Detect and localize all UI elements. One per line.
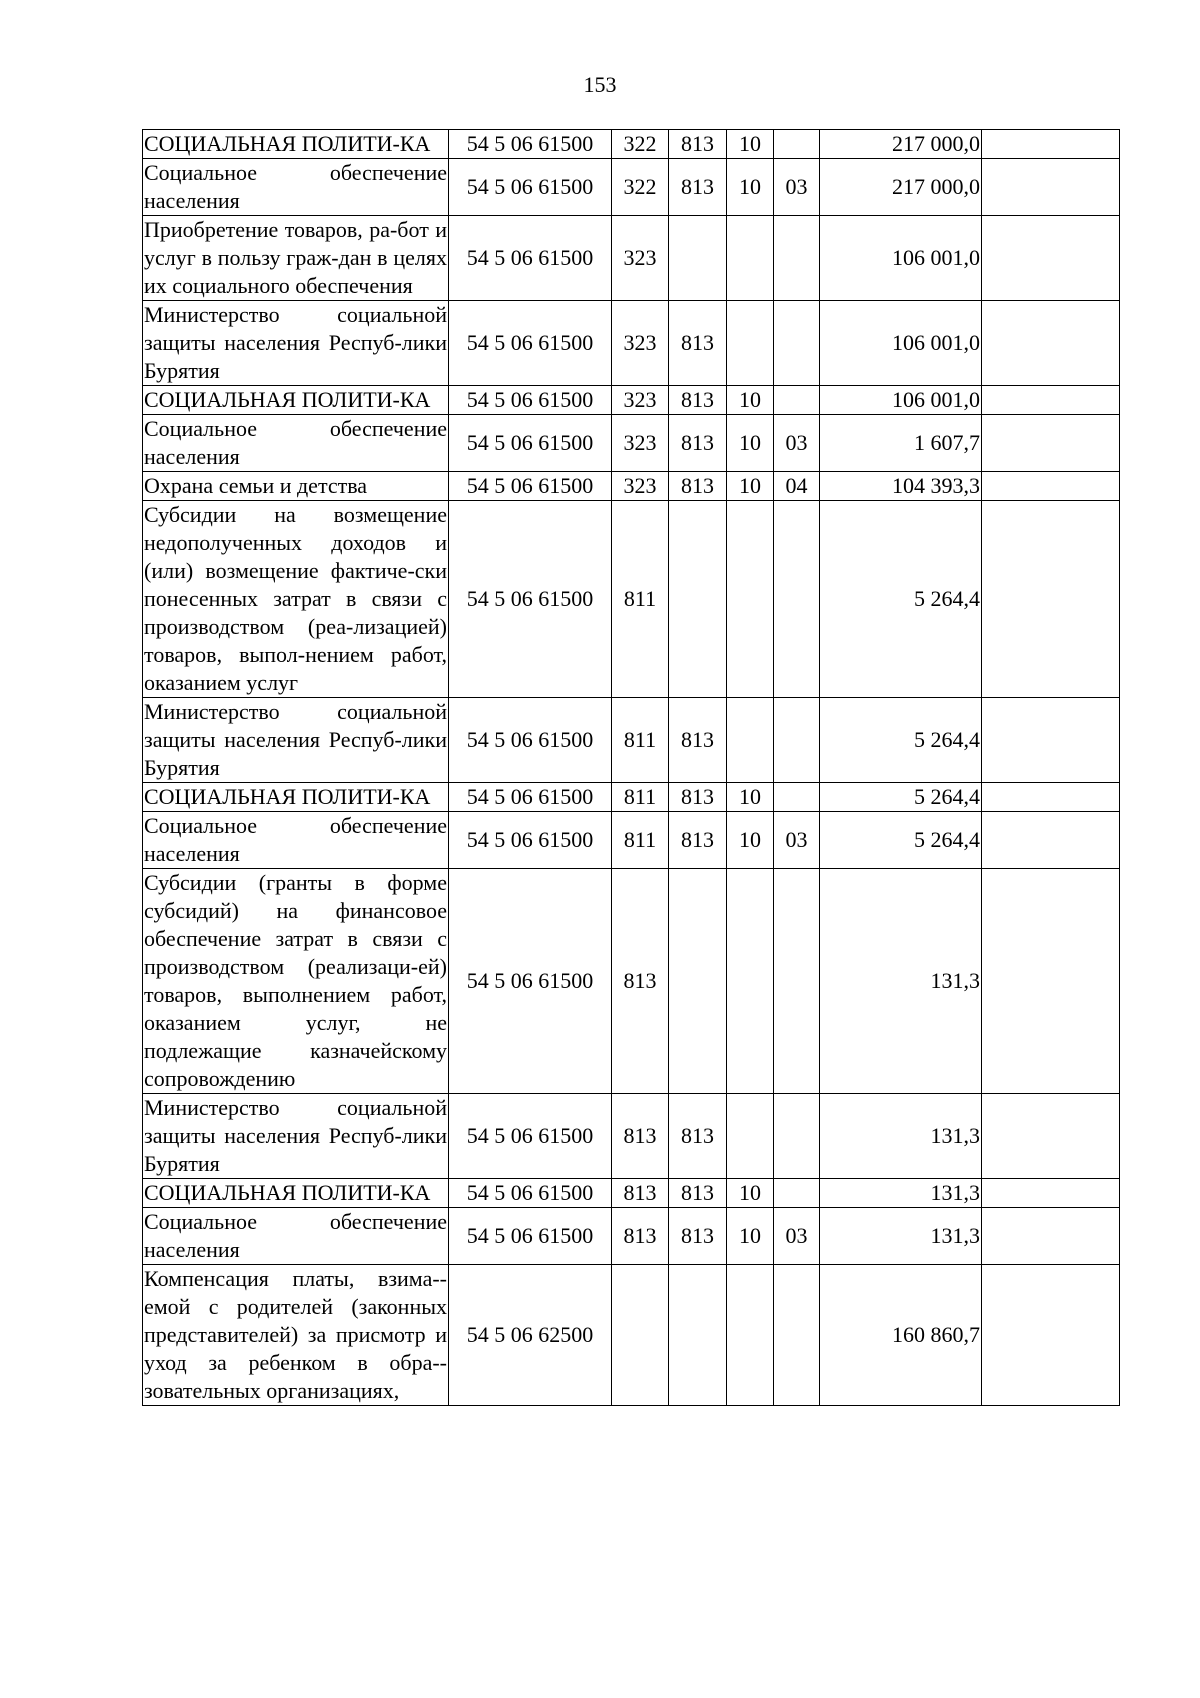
target-code-cell: 54 5 06 61500 [449, 130, 612, 159]
row-name-cell: Охрана семьи и детства [143, 472, 449, 501]
amount-cell: 1 607,7 [820, 415, 982, 472]
ministry-code-cell: 813 [669, 159, 727, 216]
extra-amount-cell [982, 501, 1120, 698]
ministry-code-cell: 813 [669, 1179, 727, 1208]
amount-cell: 160 860,7 [820, 1265, 982, 1406]
table-row [143, 386, 1120, 415]
row-name-cell: Социальное обеспечение населения [143, 1208, 449, 1265]
section-code-cell: 10 [727, 130, 774, 159]
expense-type-cell: 813 [612, 1094, 669, 1179]
target-code-cell: 54 5 06 61500 [449, 501, 612, 698]
expense-type-cell: 811 [612, 783, 669, 812]
ministry-code-cell [669, 216, 727, 301]
target-code-cell: 54 5 06 61500 [449, 386, 612, 415]
expense-type-cell: 323 [612, 415, 669, 472]
target-code-cell: 54 5 06 61500 [449, 216, 612, 301]
extra-amount-cell [982, 472, 1120, 501]
subsection-code-cell: 03 [774, 415, 820, 472]
amount-cell: 5 264,4 [820, 698, 982, 783]
section-code-cell: 10 [727, 415, 774, 472]
row-name-cell: Социальное обеспечение населения [143, 812, 449, 869]
subsection-code-cell [774, 1179, 820, 1208]
subsection-code-cell [774, 1094, 820, 1179]
target-code-cell: 54 5 06 61500 [449, 783, 612, 812]
amount-cell: 5 264,4 [820, 783, 982, 812]
table-row [143, 301, 1120, 386]
section-code-cell: 10 [727, 812, 774, 869]
extra-amount-cell [982, 783, 1120, 812]
expense-type-cell: 811 [612, 812, 669, 869]
amount-cell: 5 264,4 [820, 501, 982, 698]
subsection-code-cell: 03 [774, 812, 820, 869]
table-row [143, 1265, 1120, 1406]
extra-amount-cell [982, 1179, 1120, 1208]
subsection-code-cell: 03 [774, 1208, 820, 1265]
subsection-code-cell [774, 130, 820, 159]
target-code-cell: 54 5 06 61500 [449, 698, 612, 783]
ministry-code-cell: 813 [669, 812, 727, 869]
section-code-cell: 10 [727, 472, 774, 501]
ministry-code-cell: 813 [669, 1208, 727, 1265]
subsection-code-cell [774, 216, 820, 301]
extra-amount-cell [982, 301, 1120, 386]
table-row [143, 869, 1120, 1094]
section-code-cell [727, 698, 774, 783]
section-code-cell [727, 216, 774, 301]
subsection-code-cell [774, 783, 820, 812]
subsection-code-cell: 04 [774, 472, 820, 501]
row-name-cell: СОЦИАЛЬНАЯ ПОЛИТИ-КА [143, 1179, 449, 1208]
target-code-cell: 54 5 06 61500 [449, 472, 612, 501]
amount-cell: 106 001,0 [820, 301, 982, 386]
subsection-code-cell [774, 698, 820, 783]
budget-table-body [143, 130, 1120, 1406]
section-code-cell: 10 [727, 1208, 774, 1265]
amount-cell: 131,3 [820, 869, 982, 1094]
amount-cell: 217 000,0 [820, 159, 982, 216]
extra-amount-cell [982, 1265, 1120, 1406]
amount-cell: 5 264,4 [820, 812, 982, 869]
ministry-code-cell: 813 [669, 472, 727, 501]
table-row [143, 783, 1120, 812]
expense-type-cell: 813 [612, 1179, 669, 1208]
ministry-code-cell: 813 [669, 386, 727, 415]
ministry-code-cell: 813 [669, 1094, 727, 1179]
subsection-code-cell [774, 501, 820, 698]
table-row [143, 698, 1120, 783]
expense-type-cell: 811 [612, 698, 669, 783]
table-row [143, 812, 1120, 869]
target-code-cell: 54 5 06 61500 [449, 1094, 612, 1179]
extra-amount-cell [982, 216, 1120, 301]
subsection-code-cell: 03 [774, 159, 820, 216]
section-code-cell [727, 301, 774, 386]
row-name-cell: Субсидии (гранты в форме субсидий) на финансовое обеспечение затрат в связи с производством (реализаци-ей) товаров, выполнением работ, оказанием услуг, не подлежащие казначейскому сопровождению [143, 869, 449, 1094]
section-code-cell [727, 1265, 774, 1406]
expense-type-cell: 323 [612, 216, 669, 301]
row-name-cell: Социальное обеспечение населения [143, 415, 449, 472]
ministry-code-cell: 813 [669, 698, 727, 783]
expense-type-cell: 323 [612, 301, 669, 386]
extra-amount-cell [982, 1208, 1120, 1265]
amount-cell: 106 001,0 [820, 386, 982, 415]
amount-cell: 131,3 [820, 1094, 982, 1179]
section-code-cell [727, 501, 774, 698]
table-row [143, 1208, 1120, 1265]
table-row [143, 130, 1120, 159]
extra-amount-cell [982, 415, 1120, 472]
ministry-code-cell: 813 [669, 415, 727, 472]
subsection-code-cell [774, 1265, 820, 1406]
ministry-code-cell [669, 501, 727, 698]
table-row [143, 216, 1120, 301]
extra-amount-cell [982, 159, 1120, 216]
extra-amount-cell [982, 869, 1120, 1094]
row-name-cell: Министерство социальной защиты населения Респуб-лики Бурятия [143, 698, 449, 783]
table-row [143, 159, 1120, 216]
section-code-cell: 10 [727, 1179, 774, 1208]
expense-type-cell [612, 1265, 669, 1406]
row-name-cell: Министерство социальной защиты населения Респуб-лики Бурятия [143, 1094, 449, 1179]
extra-amount-cell [982, 698, 1120, 783]
amount-cell: 131,3 [820, 1208, 982, 1265]
amount-cell: 131,3 [820, 1179, 982, 1208]
ministry-code-cell [669, 869, 727, 1094]
target-code-cell: 54 5 06 61500 [449, 159, 612, 216]
section-code-cell [727, 869, 774, 1094]
section-code-cell: 10 [727, 783, 774, 812]
target-code-cell: 54 5 06 61500 [449, 1179, 612, 1208]
ministry-code-cell: 813 [669, 301, 727, 386]
target-code-cell: 54 5 06 62500 [449, 1265, 612, 1406]
subsection-code-cell [774, 869, 820, 1094]
extra-amount-cell [982, 812, 1120, 869]
row-name-cell: Компенсация платы, взима-емой с родителей (законных представителей) за присмотр и уход за ребенком в обра-зовательных организациях, [143, 1265, 449, 1406]
row-name-cell: Социальное обеспечение населения [143, 159, 449, 216]
target-code-cell: 54 5 06 61500 [449, 1208, 612, 1265]
table-row [143, 472, 1120, 501]
expense-type-cell: 813 [612, 869, 669, 1094]
amount-cell: 217 000,0 [820, 130, 982, 159]
row-name-cell: СОЦИАЛЬНАЯ ПОЛИТИ-КА [143, 130, 449, 159]
row-name-cell: СОЦИАЛЬНАЯ ПОЛИТИ-КА [143, 783, 449, 812]
table-row [143, 1094, 1120, 1179]
subsection-code-cell [774, 301, 820, 386]
expense-type-cell: 811 [612, 501, 669, 698]
table-row [143, 501, 1120, 698]
extra-amount-cell [982, 386, 1120, 415]
section-code-cell: 10 [727, 386, 774, 415]
expense-type-cell: 322 [612, 159, 669, 216]
ministry-code-cell [669, 1265, 727, 1406]
expense-type-cell: 323 [612, 386, 669, 415]
target-code-cell: 54 5 06 61500 [449, 301, 612, 386]
ministry-code-cell: 813 [669, 130, 727, 159]
row-name-cell: Субсидии на возмещение недополученных доходов и (или) возмещение фактиче-ски понесенных затрат в связи с производством (реа-лизацией) товаров, выпол-нением работ, оказанием услуг [143, 501, 449, 698]
table-row [143, 1179, 1120, 1208]
extra-amount-cell [982, 130, 1120, 159]
target-code-cell: 54 5 06 61500 [449, 869, 612, 1094]
page-number: 153 [583, 72, 617, 97]
table-row [143, 415, 1120, 472]
row-name-cell: Приобретение товаров, ра-бот и услуг в пользу граж-дан в целях их социального обеспечения [143, 216, 449, 301]
target-code-cell: 54 5 06 61500 [449, 415, 612, 472]
expense-type-cell: 322 [612, 130, 669, 159]
extra-amount-cell [982, 1094, 1120, 1179]
row-name-cell: СОЦИАЛЬНАЯ ПОЛИТИ-КА [143, 386, 449, 415]
amount-cell: 106 001,0 [820, 216, 982, 301]
section-code-cell [727, 1094, 774, 1179]
expense-type-cell: 323 [612, 472, 669, 501]
budget-table [142, 129, 1120, 1406]
subsection-code-cell [774, 386, 820, 415]
row-name-cell: Министерство социальной защиты населения Респуб-лики Бурятия [143, 301, 449, 386]
target-code-cell: 54 5 06 61500 [449, 812, 612, 869]
expense-type-cell: 813 [612, 1208, 669, 1265]
section-code-cell: 10 [727, 159, 774, 216]
ministry-code-cell: 813 [669, 783, 727, 812]
amount-cell: 104 393,3 [820, 472, 982, 501]
